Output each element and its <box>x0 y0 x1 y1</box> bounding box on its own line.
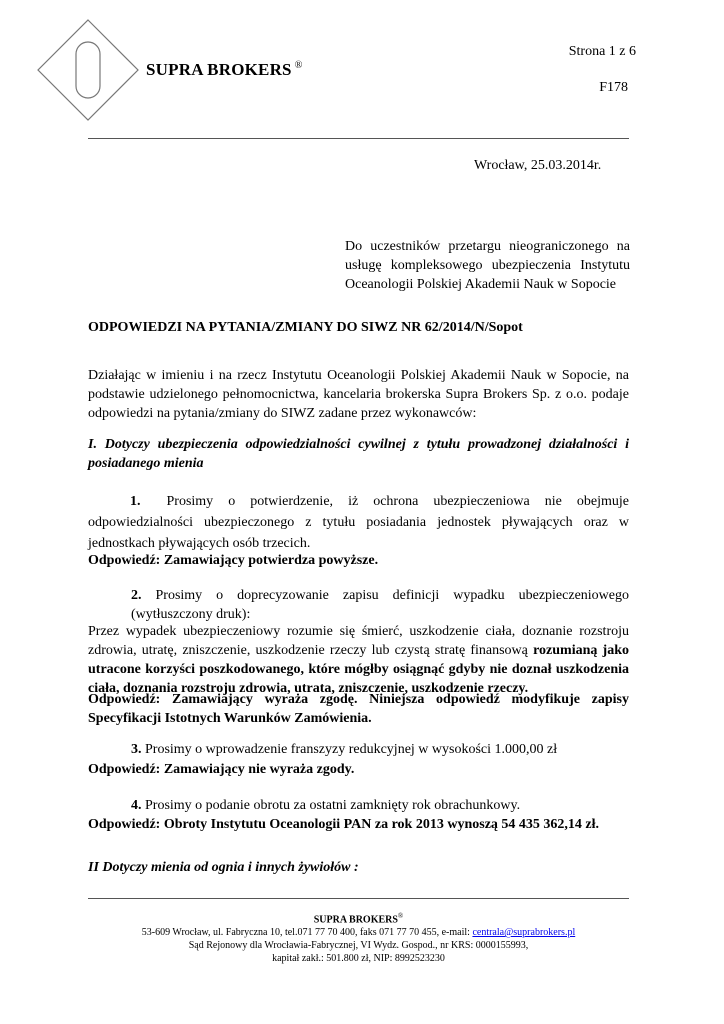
question-4-text: Prosimy o podanie obrotu za ostatni zamknięty rok obrachunkowy. <box>145 798 521 813</box>
question-3 <box>131 740 557 759</box>
page-number: Strona 1 z 6 <box>568 44 636 59</box>
intro-paragraph: Działając w imieniu i na rzecz Instytutu Oceanologii Polskiej Akademii Nauk w Sopocie, na podstawie udzielonego pełnomocnictwa, kancelaria brokerska Supra Brokers Sp. z o.o. podaje odpowiedzi na pytania/zmiany do SIWZ zadane przez wykonawców: <box>88 368 629 421</box>
form-code: F178 <box>599 80 628 95</box>
supra-brokers-logo <box>36 18 140 122</box>
section-1-heading: I. Dotyczy ubezpieczenia odpowiedzialności cywilnej z tytułu prowadzonej działalności i posiadanego mienia <box>88 437 629 471</box>
header-divider <box>88 138 629 139</box>
question-2-text: Prosimy o doprecyzowanie zapisu definicji wypadku ubezpieczeniowego (wytłuszczony druk): <box>131 588 629 622</box>
definition-bold: rozumianą jako utracone korzyści poszkodowanego, które mógłby osiągnąć gdyby nie doznał uszkodzenia ciała, doznania rozstroju zdrowia, utrata, zniszczenie, uszkodzenie rzeczy. <box>88 643 630 696</box>
footer-email-link[interactable]: centrala@suprabrokers.pl <box>472 927 576 938</box>
question-4-number: 4. <box>131 798 142 813</box>
question-1 <box>88 491 629 554</box>
question-2-number: 2. <box>131 588 142 603</box>
question-1-text: Prosimy o potwierdzenie, iż ochrona ubezpieczeniowa nie obejmuje odpowiedzialności ubezpieczonego z tytułu posiadania jednostek pływających oraz w jednostkach pływających osób trzecich. <box>88 494 629 551</box>
footer-divider <box>88 898 629 899</box>
document-title: ODPOWIEDZI NA PYTANIA/ZMIANY DO SIWZ NR 62/2014/N/Sopot <box>88 320 523 335</box>
answer-3: Odpowiedź: Zamawiający nie wyraża zgody. <box>88 762 355 777</box>
question-3-number: 3. <box>131 742 142 757</box>
definition-paragraph <box>88 622 629 698</box>
question-3-text: Prosimy o wprowadzenie franszyzy redukcyjnej w wysokości 1.000,00 zł <box>145 742 558 757</box>
question-2 <box>131 586 629 624</box>
footer-capital-info: kapitał zakł.: 501.800 zł, NIP: 8992523230 <box>272 953 445 964</box>
footer-court-info: Sąd Rejonowy dla Wrocławia-Fabrycznej, VI Wydz. Gospod., nr KRS: 0000155993, <box>188 940 529 951</box>
addressee: Do uczestników przetargu nieograniczonego na usługę kompleksowego ubezpieczenia Instytutu Oceanologii Polskiej Akademii Nauk w Sopocie <box>345 239 630 292</box>
place-date: Wrocław, 25.03.2014r. <box>474 158 602 173</box>
footer-brand: SUPRA BROKERS® <box>313 912 404 926</box>
footer-address: 53-609 Wrocław, ul. Fabryczna 10, tel.071 77 70 400, faks 071 77 70 455, e-mail: centrala@suprabrokers.pl <box>141 927 576 938</box>
definition-plain: Przez wypadek ubezpieczeniowy rozumie się śmierć, uszkodzenie ciała, doznanie rozstroju zdrowia, utratę, zniszczenie, uszkodzenie rzeczy lub czystą stratę finansową <box>88 624 629 658</box>
brand-name: SUPRA BROKERS ® <box>146 60 303 79</box>
section-2-heading: II Dotyczy mienia od ognia i innych żywiołów : <box>88 860 359 875</box>
answer-2: Odpowiedź: Zamawiający wyraża zgodę. Niniejsza odpowiedź modyfikuje zapisy Specyfikacji Istotnych Warunków Zamówienia. <box>88 692 629 726</box>
answer-1: Odpowiedź: Zamawiający potwierdza powyższe. <box>88 553 379 568</box>
question-4 <box>131 796 520 815</box>
question-1-number: 1. <box>130 494 141 509</box>
answer-4: Odpowiedź: Obroty Instytutu Oceanologii PAN za rok 2013 wynoszą 54 435 362,14 zł. <box>88 817 600 832</box>
